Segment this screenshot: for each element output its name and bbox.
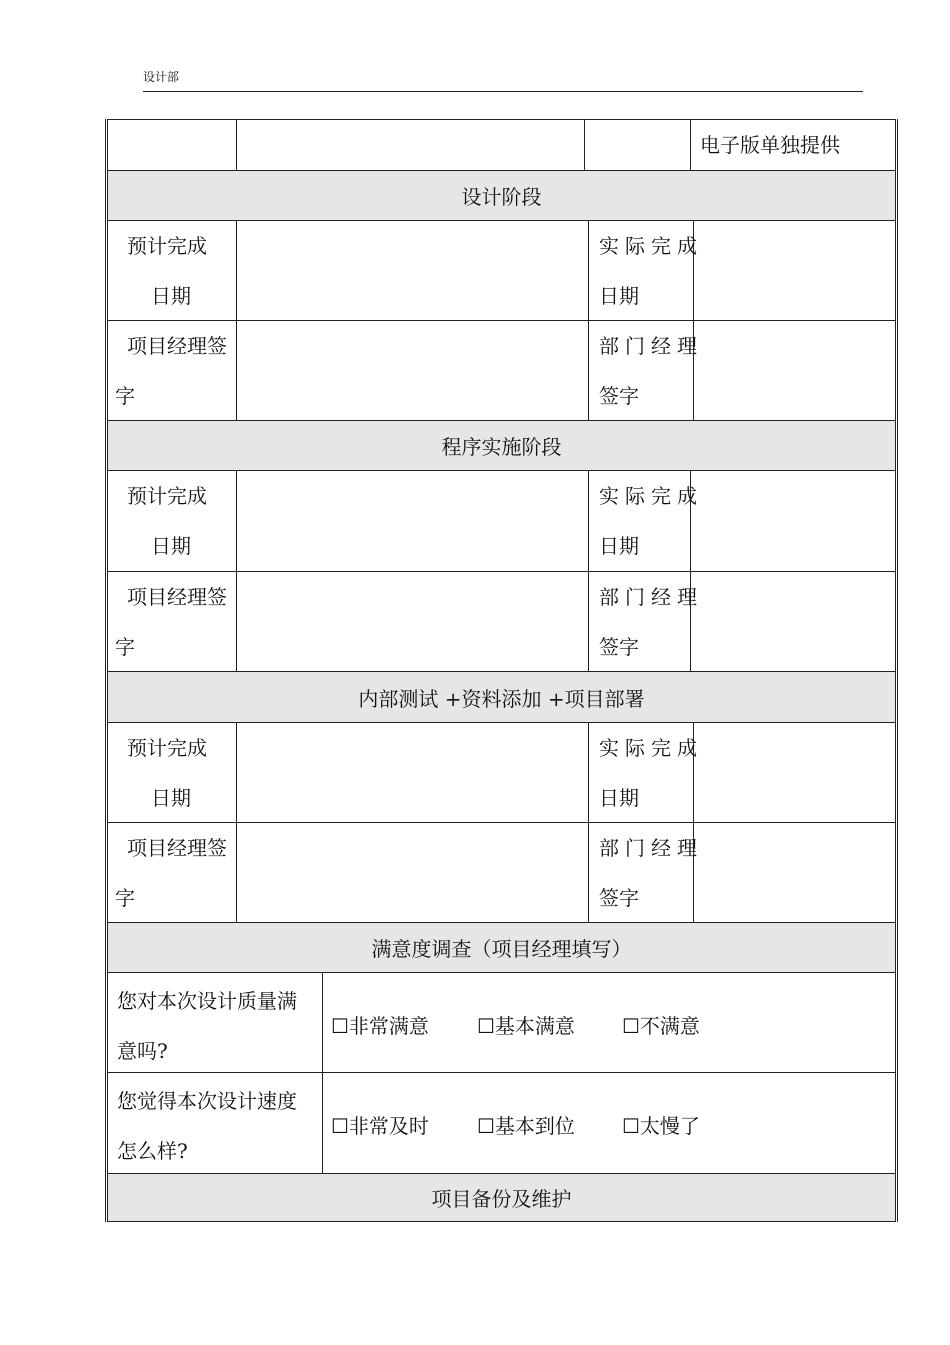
survey-row-speed: [108, 1072, 895, 1173]
survey-question-2: 意吗?: [117, 1039, 168, 1063]
actual-date-label-2: 日期: [599, 284, 639, 308]
section-implementation: [108, 420, 895, 470]
option-basically-ok[interactable]: ☐基本到位: [477, 1114, 575, 1138]
pm-sign-label: 项目经理签: [127, 334, 227, 358]
dept-sign-label: 部门经理: [599, 836, 703, 860]
option-too-slow[interactable]: ☐太慢了: [622, 1114, 700, 1138]
option-very-satisfied[interactable]: ☐非常满意: [331, 1014, 429, 1038]
option-not-satisfied[interactable]: ☐不满意: [622, 1014, 700, 1038]
section-design: [108, 170, 895, 220]
header-department: 设计部: [143, 70, 180, 84]
option-very-timely[interactable]: ☐非常及时: [331, 1114, 429, 1138]
planned-date-label-2: 日期: [151, 284, 191, 308]
survey-row-quality: [108, 972, 895, 1072]
section-backup-maintenance: [108, 1173, 895, 1222]
dept-sign-label-2: 签字: [599, 384, 639, 408]
section-satisfaction-survey: [108, 922, 895, 972]
option-basically-satisfied[interactable]: ☐基本满意: [477, 1014, 575, 1038]
signature-row: [108, 320, 895, 420]
header-rule: [143, 91, 863, 92]
dept-sign-label-2: 签字: [599, 635, 639, 659]
actual-date-label: 实际完成: [599, 484, 703, 508]
section-title: 程序实施阶段: [441, 435, 562, 459]
date-row: [108, 220, 895, 320]
planned-date-label-2: 日期: [151, 786, 191, 810]
planned-date-label: 预计完成: [127, 484, 207, 508]
dept-sign-label: 部门经理: [599, 585, 703, 609]
top-row: [108, 119, 895, 170]
dept-sign-label: 部门经理: [599, 334, 703, 358]
section-title: 项目备份及维护: [431, 1187, 572, 1211]
survey-question-2: 怎么样?: [117, 1139, 188, 1163]
dept-sign-label-2: 签字: [599, 886, 639, 910]
actual-date-label: 实际完成: [599, 736, 703, 760]
planned-date-label: 预计完成: [127, 736, 207, 760]
planned-date-label-2: 日期: [151, 534, 191, 558]
actual-date-label-2: 日期: [599, 786, 639, 810]
actual-date-label-2: 日期: [599, 534, 639, 558]
section-testing-deployment: [108, 671, 895, 722]
date-row: [108, 470, 895, 571]
section-title: 内部测试 +资料添加 +项目部署: [358, 686, 645, 711]
planned-date-label: 预计完成: [127, 234, 207, 258]
section-title: 满意度调查（项目经理填写）: [371, 937, 632, 961]
pm-sign-label: 项目经理签: [127, 836, 227, 860]
section-title: 设计阶段: [461, 185, 542, 209]
survey-question: 您对本次设计质量满: [117, 989, 297, 1013]
pm-sign-label-2: 字: [115, 635, 135, 659]
date-row: [108, 722, 895, 822]
pm-sign-label-2: 字: [115, 384, 135, 408]
signature-row: [108, 571, 895, 671]
pm-sign-label: 项目经理签: [127, 585, 227, 609]
survey-question: 您觉得本次设计速度: [117, 1089, 297, 1113]
pm-sign-label-2: 字: [115, 886, 135, 910]
signature-row: [108, 822, 895, 922]
project-form-table: [105, 119, 898, 1222]
actual-date-label: 实际完成: [599, 234, 703, 258]
electronic-copy-note: 电子版单独提供: [700, 133, 840, 157]
